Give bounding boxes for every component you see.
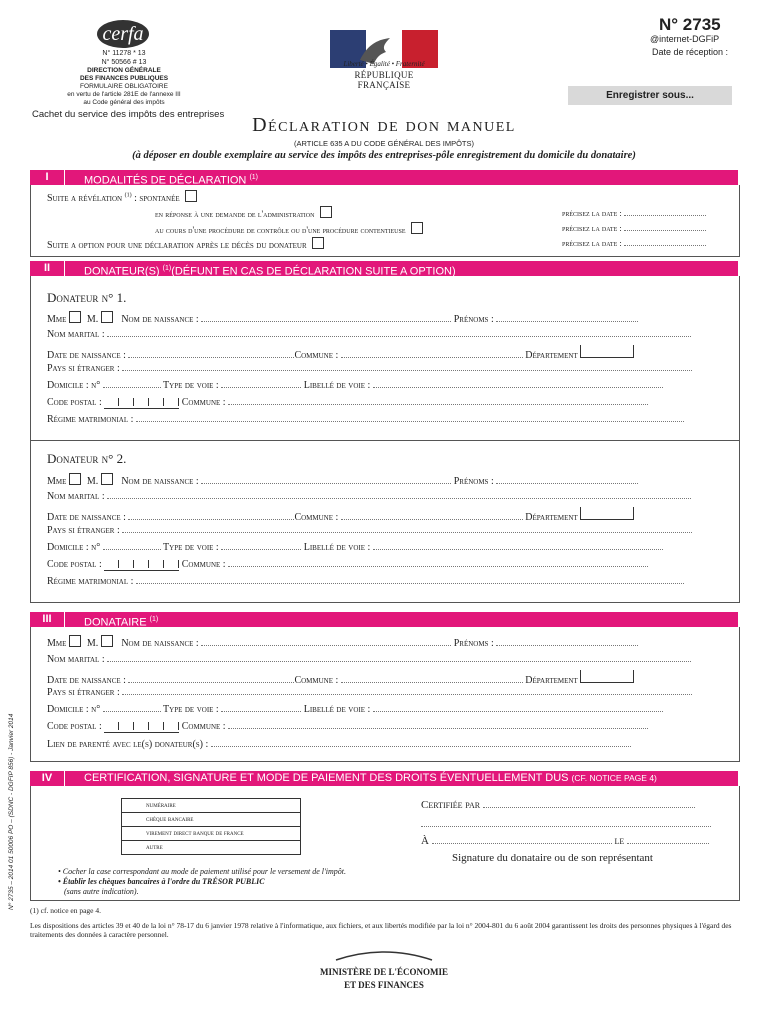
nom-marital-row: [47, 328, 691, 340]
libelle-voie-input[interactable]: [373, 541, 663, 550]
legal-text: Les dispositions des articles 39 et 40 de la loi n° 78-17 du 6 janvier 1978 relative à l'informatique, aux fichiers, et aux libertés modifiée par la loi n° 2004-801 du 6 août 2004 garantissent les droits des personnes physiques à l'égard des traitements des données à caractère personnel.: [30, 921, 732, 939]
form-subtitle-article: (ARTICLE 635 A DU CODE GÉNÉRAL DES IMPÔTS): [293, 139, 475, 148]
form-number: N° 2735: [659, 15, 721, 34]
ministry-line-1: MINISTÈRE DE L'ÉCONOMIE: [319, 967, 449, 977]
certifiee-label: Certifiée par: [421, 799, 481, 811]
payment-option[interactable]: [122, 813, 301, 827]
spontanee-label: : spontanée: [134, 193, 180, 204]
date-naissance-input[interactable]: [128, 349, 294, 358]
section-label: CERTIFICATION, SIGNATURE ET MODE DE PAIEMENT DES DROITS ÉVENTUELLEMENT DUS: [84, 772, 569, 784]
lieu-input[interactable]: [432, 835, 612, 844]
mme-label: Mme: [47, 638, 67, 649]
prenoms-input[interactable]: [496, 313, 638, 322]
nom-naissance-label: Nom de naissance :: [121, 314, 199, 325]
mme-checkbox[interactable]: [69, 311, 81, 323]
pays-input[interactable]: [122, 362, 692, 371]
date-naissance-label: Date de naissance :: [47, 350, 126, 361]
libelle-voie-label: Libellé de voie :: [303, 704, 371, 715]
mme-label: Mme: [47, 476, 67, 487]
prenoms-input[interactable]: [496, 637, 638, 646]
controle-checkbox[interactable]: [411, 222, 423, 234]
option-checkbox[interactable]: [312, 237, 324, 249]
code-postal-label: Code postal :: [47, 397, 102, 408]
birth-row: [47, 507, 634, 523]
payment-option[interactable]: [122, 799, 301, 813]
form-subtitle-instructions: (à déposer en double exemplaire au service des impôts des entreprises-pôle enregistrement du domicile du donataire): [132, 150, 636, 161]
signature-label: Signature du donataire ou de son représentant: [452, 852, 653, 864]
postal-row: [47, 558, 648, 571]
cachet-label: Cachet du service des impôts des entreprises: [32, 109, 225, 120]
suite-revelation-label: Suite a révélation: [47, 193, 123, 204]
date-field-3[interactable]: précisez la date :: [562, 237, 706, 248]
certifiee-input[interactable]: [483, 799, 695, 808]
domicile-row: [47, 541, 663, 553]
commune-input[interactable]: [228, 720, 648, 729]
nom-naissance-label: Nom de naissance :: [121, 476, 199, 487]
dgfip-line: au Code général des impôts: [83, 99, 165, 106]
notice-ref: (CF. NOTICE PAGE 4): [571, 773, 657, 783]
nom-naissance-input[interactable]: [201, 637, 451, 646]
section-3-header: [30, 612, 738, 627]
suite-revelation-row: [47, 190, 200, 204]
domicile-label: Domicile : n°: [47, 380, 101, 391]
type-voie-label: Type de voie :: [163, 704, 219, 715]
departement-input[interactable]: [580, 670, 634, 683]
nom-marital-input[interactable]: [107, 490, 691, 499]
pays-label: Pays si étranger :: [47, 687, 120, 698]
nom-marital-input[interactable]: [107, 328, 691, 337]
code-postal-input[interactable]: [104, 398, 179, 409]
commune-label: Commune :: [294, 675, 339, 686]
commune-label: Commune :: [181, 721, 226, 732]
a-label: À: [421, 835, 429, 847]
birth-row: [47, 670, 634, 686]
lien-row: [47, 738, 631, 750]
section-label: DONATEUR(S): [84, 265, 160, 278]
controle-row: [155, 222, 426, 235]
date-naissance-label: Date de naissance :: [47, 675, 126, 686]
date-field-1[interactable]: précisez la date :: [562, 207, 706, 218]
lien-label: Lien de parenté avec le(s) donateur(s) :: [47, 739, 209, 750]
donateur-1-heading: Donateur n° 1.: [47, 290, 127, 305]
regime-label: Régime matrimonial :: [47, 414, 134, 425]
code-postal-label: Code postal :: [47, 721, 102, 732]
type-voie-input[interactable]: [221, 379, 301, 388]
ministry-arc-icon: [334, 946, 434, 962]
nom-marital-row: [47, 653, 691, 665]
controle-label: au cours d'une procédure de contrôle ou d'une procédure contentieuse: [155, 225, 406, 235]
ministry-line-2: ET DES FINANCES: [344, 980, 424, 990]
identity-row: [47, 473, 638, 487]
nom-marital-row: [47, 490, 691, 502]
le-label: le: [614, 835, 625, 847]
section-4-header: [30, 771, 738, 786]
m-checkbox[interactable]: [101, 311, 113, 323]
domicile-input[interactable]: [103, 379, 161, 388]
option-row: [47, 237, 327, 251]
cerfa-number-1: N° 11278 * 13: [102, 50, 146, 57]
option-label: Suite a option pour une déclaration après le décès du donateur: [47, 240, 307, 251]
certifiee-row: [421, 799, 695, 811]
mme-checkbox[interactable]: [69, 473, 81, 485]
lien-input[interactable]: [211, 738, 631, 747]
departement-label: Département: [525, 512, 578, 523]
identity-row: [47, 311, 638, 325]
commune-label: Commune :: [294, 512, 339, 523]
m-label: M.: [86, 476, 99, 487]
cerfa-logo: cerfa: [97, 20, 149, 48]
note-3: (sans autre indication).: [64, 887, 139, 896]
footnote: (1) cf. notice en page 4.: [30, 906, 102, 915]
section-number: III: [30, 612, 65, 627]
section-label: MODALITÉS DE DÉCLARATION: [84, 174, 247, 187]
payment-method-table: [121, 798, 301, 855]
nom-naissance-input[interactable]: [201, 475, 451, 484]
payment-virement[interactable]: virement direct banque de france: [122, 827, 301, 841]
libelle-voie-label: Libellé de voie :: [303, 380, 371, 391]
date-naissance-label: Date de naissance :: [47, 512, 126, 523]
nom-naissance-input[interactable]: [201, 313, 451, 322]
spontanee-checkbox[interactable]: [185, 190, 197, 202]
mme-checkbox[interactable]: [69, 635, 81, 647]
section-label-2: (DÉFUNT EN CAS DE DÉCLARATION SUITE A OPTION): [171, 265, 456, 278]
departement-input[interactable]: [580, 507, 634, 520]
footnote-ref: (1): [124, 192, 132, 199]
departement-input[interactable]: [580, 345, 634, 358]
payment-option[interactable]: [122, 841, 301, 855]
pays-row: [47, 686, 692, 698]
domicile-input[interactable]: [103, 703, 161, 712]
date-naissance-input[interactable]: [128, 674, 294, 683]
regime-row: [47, 575, 684, 587]
date-reception-label: Date de réception :: [652, 47, 729, 57]
type-voie-input[interactable]: [221, 541, 301, 550]
certifiee-input-2[interactable]: [421, 818, 711, 827]
rf-name: RÉPUBLIQUE FRANÇAISE: [354, 70, 414, 90]
payment-autre[interactable]: autre: [122, 841, 301, 855]
footnote-ref: (1): [149, 616, 159, 623]
note-1: • Cocher la case correspondant au mode de paiement utilisé pour le versement de l'impôt.: [58, 867, 346, 876]
domicile-label: Domicile : n°: [47, 704, 101, 715]
type-voie-input[interactable]: [221, 703, 301, 712]
m-label: M.: [86, 638, 99, 649]
code-postal-input[interactable]: [104, 560, 179, 571]
prenoms-label: Prénoms :: [453, 476, 494, 487]
domicile-row: [47, 703, 663, 715]
nom-marital-label: Nom marital :: [47, 329, 105, 340]
payment-numeraire[interactable]: numéraire: [122, 799, 301, 813]
m-label: M.: [86, 314, 99, 325]
internet-label: @internet-DGFiP: [650, 34, 720, 44]
date-field-2[interactable]: précisez la date :: [562, 222, 706, 233]
date-input[interactable]: [627, 835, 709, 844]
note-2: • Établir les chèques bancaires à l'ordre du TRÉSOR PUBLIC: [58, 877, 265, 886]
nom-naissance-label: Nom de naissance :: [121, 638, 199, 649]
postal-row: [47, 396, 648, 409]
commune-input[interactable]: [341, 349, 523, 358]
rf-motto: Liberté • Égalité • Fraternité: [343, 60, 425, 68]
dgfip-line: DES FINANCES PUBLIQUES: [79, 75, 169, 82]
regime-input[interactable]: [136, 413, 684, 422]
regime-row: [47, 413, 684, 425]
commune-input[interactable]: [228, 396, 648, 405]
departement-label: Département: [525, 350, 578, 361]
libelle-voie-label: Libellé de voie :: [303, 542, 371, 553]
payment-cheque[interactable]: chèque bancaire: [122, 813, 301, 827]
prenoms-label: Prénoms :: [453, 638, 494, 649]
m-checkbox[interactable]: [101, 473, 113, 485]
save-as-button[interactable]: Enregistrer sous...: [568, 86, 732, 105]
mme-label: Mme: [47, 314, 67, 325]
cerfa-number-2: N° 50566 # 13: [101, 59, 147, 66]
cerfa-numbers: [60, 49, 188, 67]
domicile-label: Domicile : n°: [47, 542, 101, 553]
pays-row: [47, 524, 692, 536]
certifiee-row-2: [421, 818, 711, 830]
commune-label: Commune :: [181, 397, 226, 408]
libelle-voie-input[interactable]: [373, 703, 663, 712]
m-checkbox[interactable]: [101, 635, 113, 647]
reponse-row: [155, 206, 335, 219]
reponse-checkbox[interactable]: [320, 206, 332, 218]
reponse-label: en réponse à une demande de l'administration: [155, 209, 315, 219]
commune-label: Commune :: [294, 350, 339, 361]
payment-notes: [58, 867, 346, 897]
commune-input[interactable]: [341, 511, 523, 520]
dgfip-line: FORMULAIRE OBLIGATOIRE: [80, 83, 168, 90]
postal-row: [47, 720, 648, 733]
section-number: IV: [30, 771, 65, 786]
commune-label: Commune :: [181, 559, 226, 570]
pays-input[interactable]: [122, 686, 692, 695]
nom-marital-label: Nom marital :: [47, 491, 105, 502]
libelle-voie-input[interactable]: [373, 379, 663, 388]
section-1-header: [30, 170, 738, 185]
section-2-header: [30, 261, 738, 276]
dgfip-block: [60, 67, 188, 107]
dgfip-line: en vertu de l'article 281E de l'annexe III: [67, 91, 181, 98]
pays-label: Pays si étranger :: [47, 363, 120, 374]
prenoms-input[interactable]: [496, 475, 638, 484]
type-voie-label: Type de voie :: [163, 380, 219, 391]
birth-row: [47, 345, 634, 361]
precisez-label: précisez la date: [562, 238, 618, 248]
prenoms-label: Prénoms :: [453, 314, 494, 325]
code-postal-input[interactable]: [104, 722, 179, 733]
ministry-name: [0, 966, 768, 992]
precisez-label: précisez la date: [562, 208, 618, 218]
nom-marital-input[interactable]: [107, 653, 691, 662]
pays-row: [47, 362, 692, 374]
pays-input[interactable]: [122, 524, 692, 533]
footnote-ref: (1): [249, 174, 259, 181]
payment-option[interactable]: [122, 827, 301, 841]
section-label: DONATAIRE: [84, 616, 147, 629]
lieu-date-row: [421, 835, 709, 847]
section-number: I: [30, 170, 65, 185]
precisez-label: précisez la date: [562, 223, 618, 233]
domicile-row: [47, 379, 663, 391]
type-voie-label: Type de voie :: [163, 542, 219, 553]
pays-label: Pays si étranger :: [47, 525, 120, 536]
code-postal-label: Code postal :: [47, 559, 102, 570]
domicile-input[interactable]: [103, 541, 161, 550]
dgfip-line: DIRECTION GÉNÉRALE: [87, 67, 161, 74]
form-reference-vertical: N° 2735 – 2014 01 50006 PO – (SDNC - DGFIP 856) - Janvier 2014: [8, 713, 15, 910]
commune-input[interactable]: [341, 674, 523, 683]
donateur-divider: [30, 440, 740, 441]
footnote-ref: (1): [162, 265, 172, 272]
section-number: II: [30, 261, 65, 276]
regime-label: Régime matrimonial :: [47, 576, 134, 587]
regime-input[interactable]: [136, 575, 684, 584]
commune-input[interactable]: [228, 558, 648, 567]
nom-marital-label: Nom marital :: [47, 654, 105, 665]
form-title: Déclaration de don manuel: [252, 114, 516, 136]
identity-row: [47, 635, 638, 649]
donateur-2-heading: Donateur n° 2.: [47, 451, 127, 466]
date-naissance-input[interactable]: [128, 511, 294, 520]
departement-label: Département: [525, 675, 578, 686]
